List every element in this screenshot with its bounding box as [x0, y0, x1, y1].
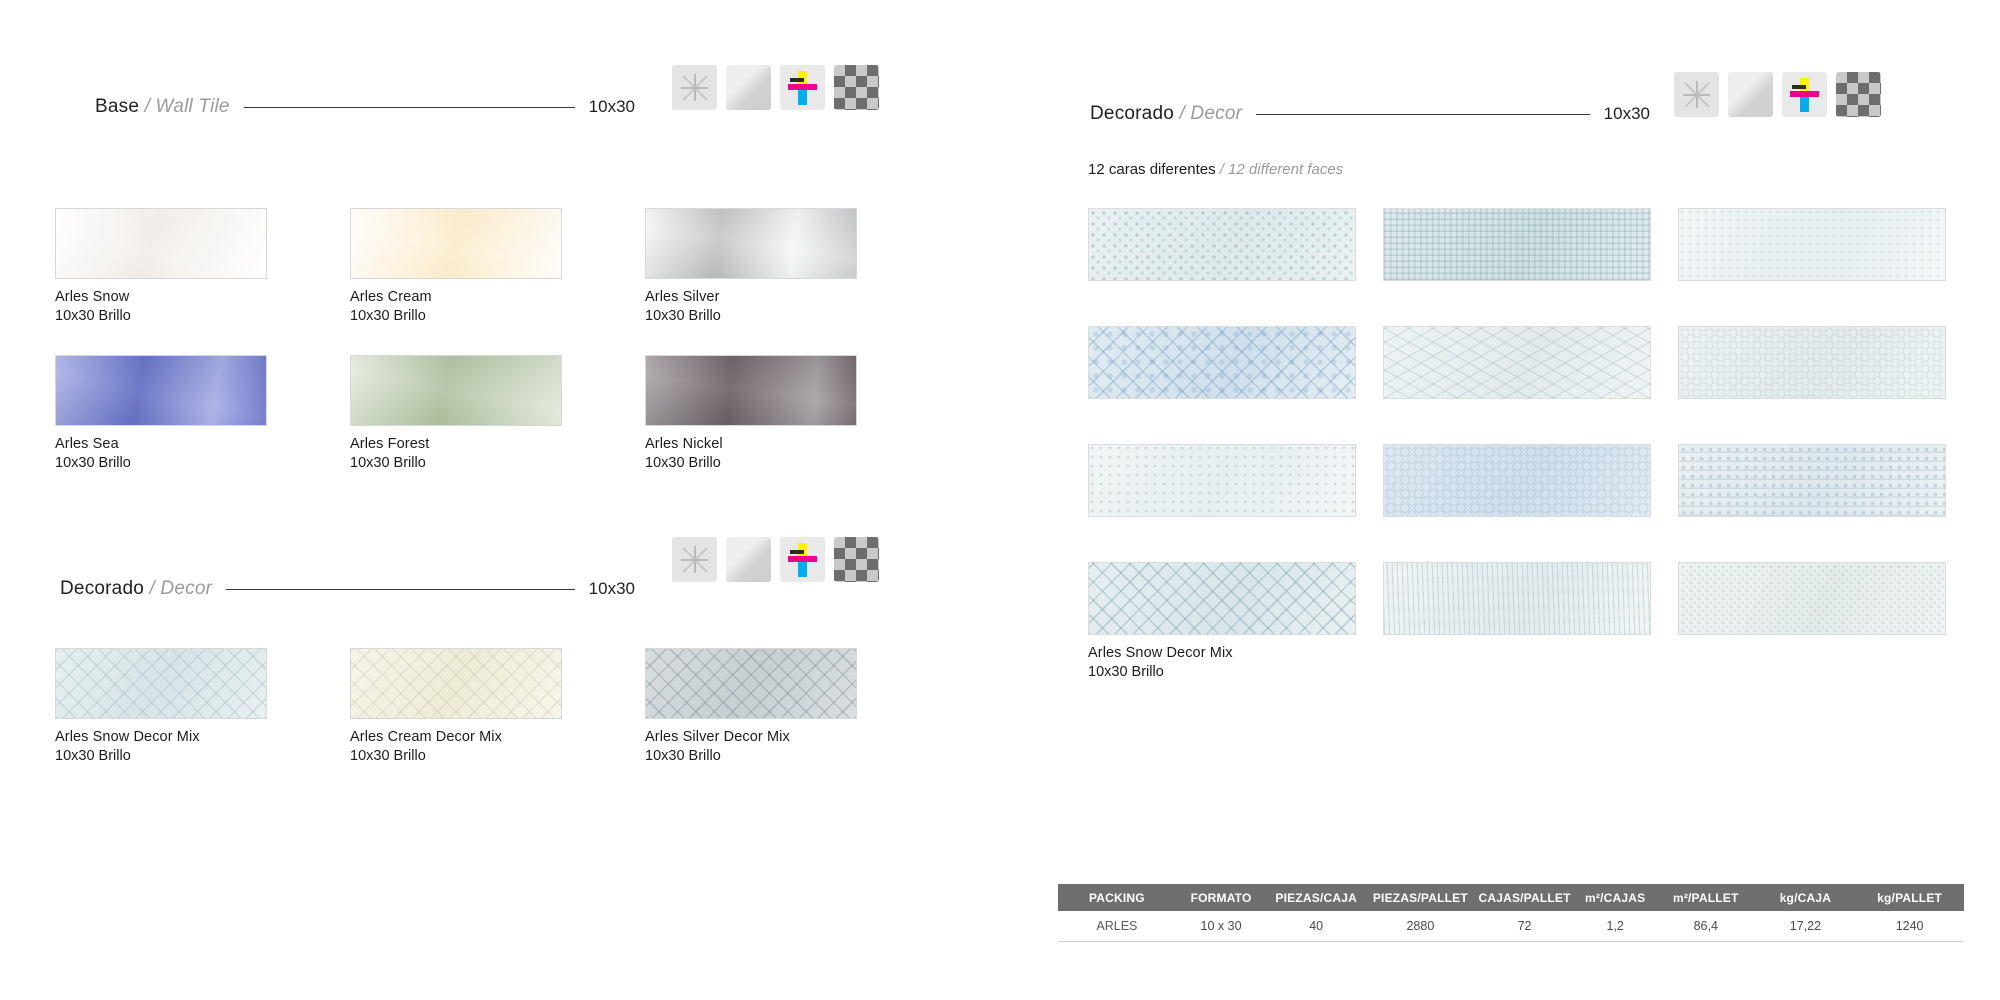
table-cell: 86,4	[1656, 911, 1756, 942]
tile-swatch	[350, 355, 562, 426]
icon-group-decor-left	[672, 537, 879, 582]
decor-face-swatch	[1383, 326, 1651, 399]
tile-swatch	[55, 355, 267, 426]
tile-card[interactable]	[55, 648, 267, 765]
decor-face-swatch	[1678, 208, 1946, 281]
tile-format: 10x30 Brillo	[645, 747, 721, 764]
tile-format: 10x30 Brillo	[350, 454, 426, 471]
decor-face-swatch	[1383, 562, 1651, 635]
table-header-cell: PACKING	[1058, 884, 1176, 911]
tile-swatch	[645, 355, 857, 426]
table-cell: ARLES	[1058, 911, 1176, 942]
shade-icon	[726, 537, 771, 582]
section-header-base	[95, 96, 635, 118]
cmyk-icon	[780, 537, 825, 582]
tile-card[interactable]	[350, 208, 562, 325]
tile-name: Arles Silver Decor Mix	[645, 729, 790, 745]
tile-format: 10x30 Brillo	[645, 307, 721, 324]
tile-name: Arles Cream Decor Mix	[350, 729, 502, 745]
table-cell: 1240	[1855, 911, 1964, 942]
shine-icon	[672, 65, 717, 110]
decor-face-card[interactable]	[1383, 562, 1651, 635]
tile-card[interactable]	[645, 355, 857, 472]
tile-swatch	[645, 648, 857, 719]
tile-name: Arles Snow	[55, 289, 130, 305]
tile-format: 10x30 Brillo	[645, 454, 721, 471]
cmyk-icon	[1782, 72, 1827, 117]
decor-face-card[interactable]	[1383, 208, 1651, 281]
tile-name: Arles Sea	[55, 436, 119, 452]
checker-icon	[834, 65, 879, 110]
section-header-decor-left	[60, 578, 635, 600]
tile-swatch	[350, 648, 562, 719]
decor-face-swatch	[1088, 562, 1356, 635]
section-header-decor-right	[1090, 103, 1650, 125]
tile-format: 10x30 Brillo	[55, 747, 131, 764]
decor-face-card[interactable]	[1088, 208, 1356, 281]
tile-card[interactable]	[55, 355, 267, 472]
tile-name: Arles Silver	[645, 289, 720, 305]
decor-face-card[interactable]	[1088, 326, 1356, 399]
section-divider	[1256, 114, 1590, 115]
table-header-cell: FORMATO	[1176, 884, 1267, 911]
packing-table	[1058, 884, 1964, 942]
faces-label: 12 caras diferentes / 12 different faces	[1088, 161, 1344, 178]
table-row	[1058, 911, 1964, 942]
shine-icon	[672, 537, 717, 582]
tile-format: 10x30 Brillo	[55, 307, 131, 324]
tile-name: Arles Cream	[350, 289, 432, 305]
section-divider	[226, 589, 575, 590]
decor-face-caption-format: 10x30 Brillo	[1088, 663, 1164, 680]
tile-name: Arles Snow Decor Mix	[55, 729, 200, 745]
checker-icon	[834, 537, 879, 582]
table-header-cell: m²/PALLET	[1656, 884, 1756, 911]
tile-card[interactable]	[350, 355, 562, 472]
decor-face-caption-name: Arles Snow Decor Mix	[1088, 645, 1233, 661]
decor-face-swatch	[1678, 444, 1946, 517]
section-title-base: Base / Wall Tile	[95, 96, 230, 117]
table-header-cell: m²/CAJAS	[1574, 884, 1656, 911]
table-cell: 10 x 30	[1176, 911, 1267, 942]
decor-face-swatch	[1678, 562, 1946, 635]
section-size-decor-right: 10x30	[1603, 104, 1650, 123]
tile-format: 10x30 Brillo	[350, 307, 426, 324]
table-header-cell: kg/CAJA	[1756, 884, 1856, 911]
tile-card[interactable]	[350, 648, 562, 765]
decor-face-card[interactable]	[1678, 208, 1946, 281]
tile-name: Arles Forest	[350, 436, 430, 452]
shade-icon	[726, 65, 771, 110]
decor-face-swatch	[1088, 326, 1356, 399]
icon-group-decor-right	[1674, 72, 1881, 117]
section-size-base: 10x30	[588, 97, 635, 116]
decor-face-swatch	[1678, 326, 1946, 399]
tile-swatch	[55, 208, 267, 279]
decor-face-card[interactable]	[1678, 326, 1946, 399]
decor-face-swatch	[1383, 444, 1651, 517]
table-header-row	[1058, 884, 1964, 911]
section-size-decor-left: 10x30	[588, 579, 635, 598]
tile-card[interactable]	[645, 208, 857, 325]
table-header-cell: CAJAS/PALLET	[1475, 884, 1575, 911]
tile-card[interactable]	[645, 648, 857, 765]
decor-face-card[interactable]	[1383, 326, 1651, 399]
tile-swatch	[350, 208, 562, 279]
decor-face-card[interactable]	[1383, 444, 1651, 517]
tile-format: 10x30 Brillo	[350, 747, 426, 764]
section-title-decor-left: Decorado / Decor	[60, 578, 213, 599]
decor-face-card[interactable]	[1678, 562, 1946, 635]
table-cell: 40	[1266, 911, 1366, 942]
decor-face-card[interactable]	[1088, 562, 1356, 681]
table-header-cell: PIEZAS/CAJA	[1266, 884, 1366, 911]
table-cell: 1,2	[1574, 911, 1656, 942]
decor-face-swatch	[1383, 208, 1651, 281]
decor-face-swatch	[1088, 208, 1356, 281]
table-cell: 72	[1475, 911, 1575, 942]
decor-face-card[interactable]	[1678, 444, 1946, 517]
cmyk-icon	[780, 65, 825, 110]
shine-icon	[1674, 72, 1719, 117]
decor-face-swatch	[1088, 444, 1356, 517]
tile-swatch	[645, 208, 857, 279]
decor-face-card[interactable]	[1088, 444, 1356, 517]
table-cell: 17,22	[1756, 911, 1856, 942]
icon-group-base	[672, 65, 879, 110]
table-header-cell: kg/PALLET	[1855, 884, 1964, 911]
shade-icon	[1728, 72, 1773, 117]
section-title-decor-right: Decorado / Decor	[1090, 103, 1243, 124]
tile-name: Arles Nickel	[645, 436, 723, 452]
section-divider	[244, 107, 575, 108]
tile-format: 10x30 Brillo	[55, 454, 131, 471]
table-cell: 2880	[1366, 911, 1475, 942]
tile-card[interactable]	[55, 208, 267, 325]
table-header-cell: PIEZAS/PALLET	[1366, 884, 1475, 911]
tile-swatch	[55, 648, 267, 719]
checker-icon	[1836, 72, 1881, 117]
